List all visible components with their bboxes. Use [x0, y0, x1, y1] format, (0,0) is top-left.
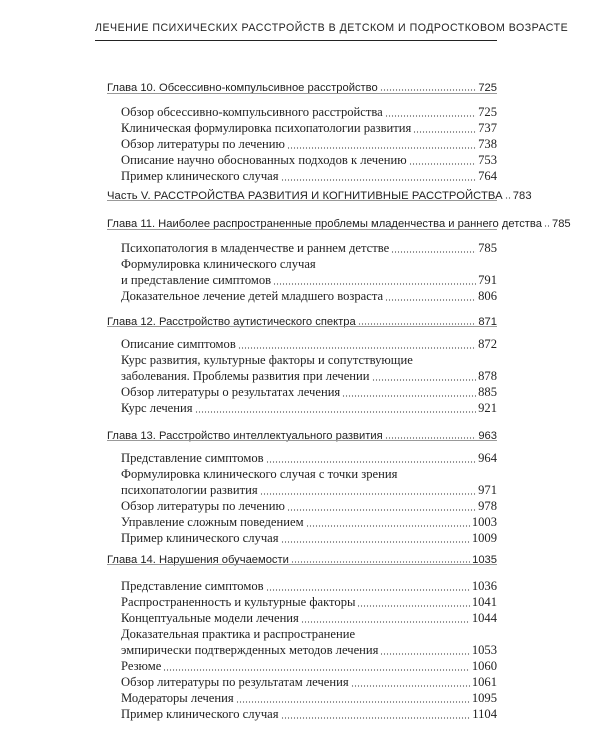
dot-leader [385, 437, 477, 439]
toc-entry-title: Представление симптомов [121, 451, 264, 465]
toc-page-number: 1095 [471, 691, 497, 705]
toc-section[interactable] [121, 240, 497, 256]
toc-page-number: 737 [478, 121, 497, 135]
toc-entry-title: и представление симптомов [121, 273, 272, 287]
toc-page-number: 872 [478, 337, 497, 351]
toc-page-number: 978 [478, 499, 497, 513]
toc-page-number: 1060 [471, 659, 497, 673]
toc-section[interactable] [121, 530, 497, 546]
toc-section[interactable] [121, 104, 497, 120]
section-divider [107, 200, 497, 201]
toc-page-number: 785 [478, 241, 497, 255]
dot-leader [236, 701, 470, 703]
dot-leader [281, 717, 471, 719]
toc-entry-title: Модераторы лечения [121, 691, 234, 705]
toc-page-number: 878 [478, 369, 497, 383]
toc-page-number: 963 [478, 430, 497, 442]
toc-entry-title: Глава 11. Наиболее распространенные проблемы младенчества и раннего детства [107, 218, 542, 230]
dot-leader [281, 179, 477, 181]
toc-entry-title: Обзор литературы по лечению [121, 499, 285, 513]
toc-page-number: 885 [478, 385, 497, 399]
dot-leader [266, 589, 470, 591]
toc-page-number: 1061 [471, 675, 497, 689]
dot-leader [301, 621, 470, 623]
toc-section[interactable] [121, 674, 497, 690]
dot-leader [357, 605, 469, 607]
dot-leader [409, 163, 477, 165]
section-divider [107, 326, 497, 327]
section-divider [107, 564, 497, 565]
toc-page-number: 1035 [472, 554, 497, 566]
dot-leader [505, 197, 511, 199]
toc-page-number: 1044 [471, 611, 497, 625]
toc-page-number: 971 [478, 483, 497, 497]
section-divider [107, 93, 497, 94]
dot-leader [413, 131, 476, 133]
toc-section[interactable] [121, 272, 497, 288]
dot-leader [358, 323, 477, 325]
toc-entry-title: Обзор литературы по результатам лечения [121, 675, 349, 689]
toc-page-number: 791 [478, 273, 497, 287]
toc-entry-title: Обзор литературы о результатах лечения [121, 385, 341, 399]
toc-entry-title: Концептуальные модели лечения [121, 611, 299, 625]
dot-leader [287, 147, 476, 149]
toc-section[interactable] [121, 120, 497, 136]
toc-entry-title: Доказательная практика и распространение [121, 627, 356, 641]
toc-section[interactable] [121, 578, 497, 594]
toc-page-number: 871 [478, 316, 497, 328]
dot-leader [342, 395, 476, 397]
toc-chapter[interactable] [107, 214, 571, 230]
dot-leader [287, 509, 476, 511]
toc-entry-title: Распространенность и культурные факторы [121, 595, 356, 609]
dot-leader [291, 561, 470, 563]
toc-page-number: 725 [478, 82, 497, 94]
toc-page-number: 921 [478, 401, 497, 415]
dot-leader [273, 283, 476, 285]
toc-section[interactable] [121, 168, 497, 184]
toc-section[interactable] [121, 384, 497, 400]
toc-page-number: 1009 [471, 531, 497, 545]
toc-section[interactable] [121, 368, 497, 384]
dot-leader [385, 115, 476, 117]
toc-entry-title: Представление симптомов [121, 579, 264, 593]
toc-entry-title: Резюме [121, 659, 162, 673]
dot-leader [372, 379, 477, 381]
toc-page-number: 1003 [471, 515, 497, 529]
toc-section[interactable] [121, 136, 497, 152]
toc-section[interactable] [121, 400, 497, 416]
toc-entry-title: Глава 12. Расстройство аутистического спектра [107, 316, 356, 328]
dot-leader [391, 251, 476, 253]
toc-entry-title: эмпирически подтвержденных методов лечения [121, 643, 379, 657]
toc-page-number: 1053 [471, 643, 497, 657]
toc-entry-title: Описание симптомов [121, 337, 236, 351]
toc-entry-title: Психопатология в младенчестве и раннем детстве [121, 241, 390, 255]
toc-entry-title: психопатологии развития [121, 483, 258, 497]
toc-entry-title: Курс развития, культурные факторы и сопутствующие [121, 353, 413, 367]
toc-section[interactable] [121, 610, 497, 626]
toc-entry-title: Глава 10. Обсессивно-компульсивное расстройство [107, 82, 378, 94]
dot-leader [380, 653, 469, 655]
toc-section[interactable] [121, 594, 497, 610]
toc-entry-title: заболевания. Проблемы развития при лечении [121, 369, 370, 383]
toc-entry-title: Формулировка клинического случая [121, 257, 316, 271]
toc-page-number: 764 [478, 169, 497, 183]
section-divider [107, 229, 497, 230]
dot-leader [380, 89, 477, 91]
toc-section[interactable] [121, 658, 497, 674]
running-title: ЛЕЧЕНИЕ ПСИХИЧЕСКИХ РАССТРОЙСТВ В ДЕТСКОМ И ПОДРОСТКОВОМ ВОЗРАСТЕ [95, 22, 569, 34]
toc-entry-title: Клиническая формулировка психопатологии развития [121, 121, 412, 135]
toc-entry-title: Глава 14. Нарушения обучаемости [107, 554, 289, 566]
toc-section[interactable] [121, 498, 497, 514]
toc-entry-title: Пример клинического случая [121, 531, 279, 545]
dot-leader [306, 525, 470, 527]
toc-entry-title: Обзор литературы по лечению [121, 137, 285, 151]
toc-entry-title: Часть V. РАССТРОЙСТВА РАЗВИТИЯ И КОГНИТИВНЫЕ РАССТРОЙСТВА [107, 190, 503, 202]
toc-section[interactable] [121, 642, 497, 658]
toc-section[interactable] [121, 690, 497, 706]
toc-page-number: 783 [512, 190, 532, 202]
toc-section[interactable] [121, 288, 497, 304]
toc-page-number: 1041 [471, 595, 497, 609]
dot-leader [281, 541, 470, 543]
toc-page-number: 1036 [471, 579, 497, 593]
section-divider [107, 440, 497, 441]
toc-entry-title: Управление сложным поведением [121, 515, 304, 529]
dot-leader [238, 347, 476, 349]
toc-chapter[interactable] [107, 78, 497, 94]
toc-page-number: 785 [551, 218, 571, 230]
dot-leader [544, 225, 550, 227]
toc-entry-title: Пример клинического случая [121, 169, 279, 183]
toc-entry-title: Глава 13. Расстройство интеллектуального развития [107, 430, 383, 442]
toc-section[interactable] [121, 514, 497, 530]
toc-section[interactable] [121, 336, 497, 352]
toc-page-number: 753 [478, 153, 497, 167]
toc-entry-title: Курс лечения [121, 401, 193, 415]
header-rule [95, 40, 497, 41]
toc-entry-title: Описание научно обоснованных подходов к лечению [121, 153, 407, 167]
dot-leader [266, 461, 477, 463]
toc-entry-title: Обзор обсессивно-компульсивного расстройства [121, 105, 383, 119]
dot-leader [385, 299, 476, 301]
toc-section[interactable] [121, 152, 497, 168]
toc-section[interactable] [121, 450, 497, 466]
dot-leader [163, 669, 469, 671]
toc-entry-title: Пример клинического случая [121, 707, 279, 721]
toc-page-number: 806 [478, 289, 497, 303]
toc-section[interactable] [121, 706, 497, 722]
toc-section[interactable] [121, 482, 497, 498]
dot-leader [260, 493, 476, 495]
dot-leader [351, 685, 470, 687]
dot-leader [195, 411, 477, 413]
toc-page-number: 1104 [472, 707, 497, 721]
toc-entry-title: Доказательное лечение детей младшего возраста [121, 289, 384, 303]
toc-page-number: 964 [478, 451, 497, 465]
toc-page-number: 725 [478, 105, 497, 119]
toc-entry-title: Формулировка клинического случая с точки зрения [121, 467, 398, 481]
toc-page-number: 738 [478, 137, 497, 151]
